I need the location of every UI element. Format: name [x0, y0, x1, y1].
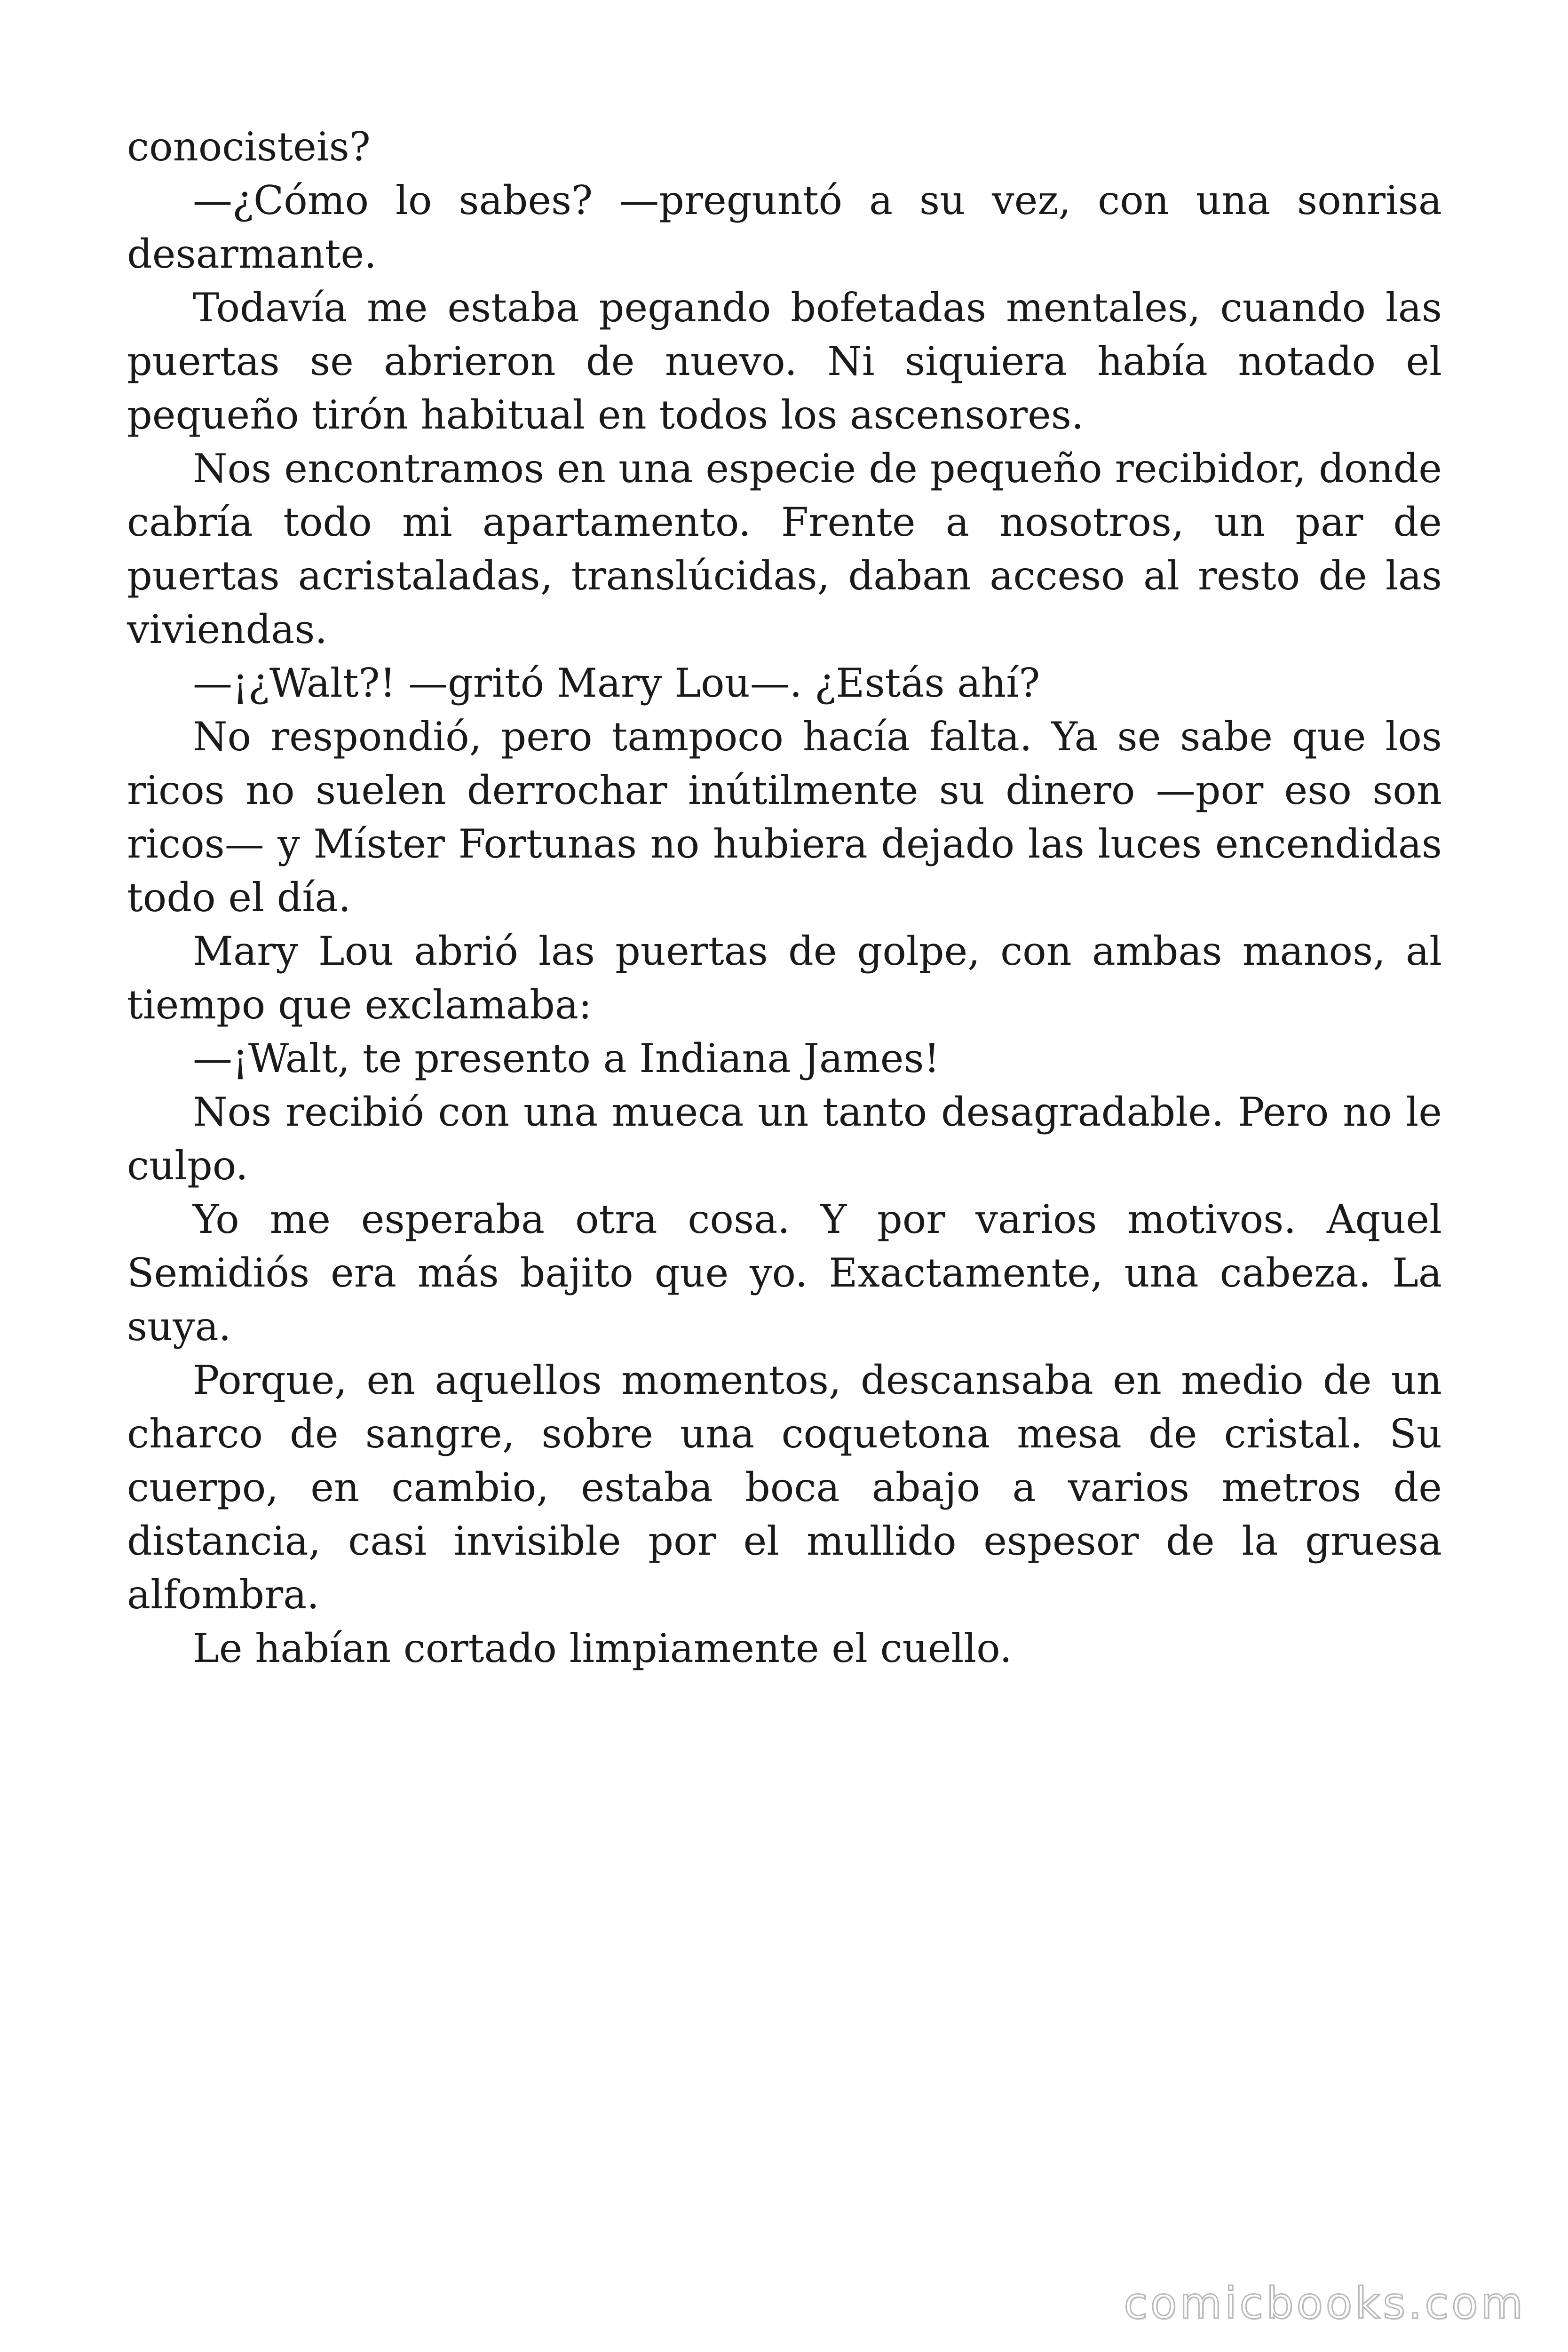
paragraph-cuello: Le habían cortado limpiamente el cuello. — [193, 1625, 1012, 1671]
paragraph-semidios: Yo me esperaba otra cosa. Y por varios motivos. Aquel Semidiós era más bajito que yo. Exactamente, una cabeza. La suya. — [127, 1196, 1442, 1350]
paragraph-bofetadas: Todavía me estaba pegando bofetadas mentales, cuando las puertas se abrieron de nuevo. Ni siquiera había notado el pequeño tirón habitual en todos los ascensores. — [127, 285, 1442, 438]
paragraph-continuation: conocisteis? — [127, 124, 371, 170]
watermark-logo: comicbooks.com — [1124, 2278, 1526, 2328]
paragraph-dialogue-walt: —¡¿Walt?! —gritó Mary Lou—. ¿Estás ahí? — [193, 660, 1040, 706]
paragraph-mary-lou: Mary Lou abrió las puertas de golpe, con ambas manos, al tiempo que exclamaba: — [127, 928, 1442, 1028]
paragraph-mueca: Nos recibió con una mueca un tanto desagradable. Pero no le culpo. — [127, 1089, 1442, 1189]
paragraph-dialogue-como-lo-sabes: —¿Cómo lo sabes? —preguntó a su vez, con una sonrisa desarmante. — [127, 177, 1442, 277]
paragraph-recibidor: Nos encontramos en una especie de pequeño recibidor, donde cabría todo mi apartamento. Frente a nosotros, un par de puertas acristaladas, translúcidas, daban acceso al resto de las viviendas. — [127, 445, 1442, 652]
paragraph-ricos: No respondió, pero tampoco hacía falta. Ya se sabe que los ricos no suelen derrochar inútilmente su dinero —por eso son ricos— y Míster Fortunas no hubiera dejado las luces encendidas todo el día. — [127, 714, 1442, 921]
paragraph-charco: Porque, en aquellos momentos, descansaba en medio de un charco de sangre, sobre una coquetona mesa de cristal. Su cuerpo, en cambio, estaba boca abajo a varios metros de distancia, casi invisible por el mullido espesor de la gruesa alfombra. — [127, 1357, 1442, 1618]
body-text — [127, 120, 1442, 1675]
paragraph-dialogue-indiana: —¡Walt, te presento a Indiana James! — [193, 1035, 940, 1081]
